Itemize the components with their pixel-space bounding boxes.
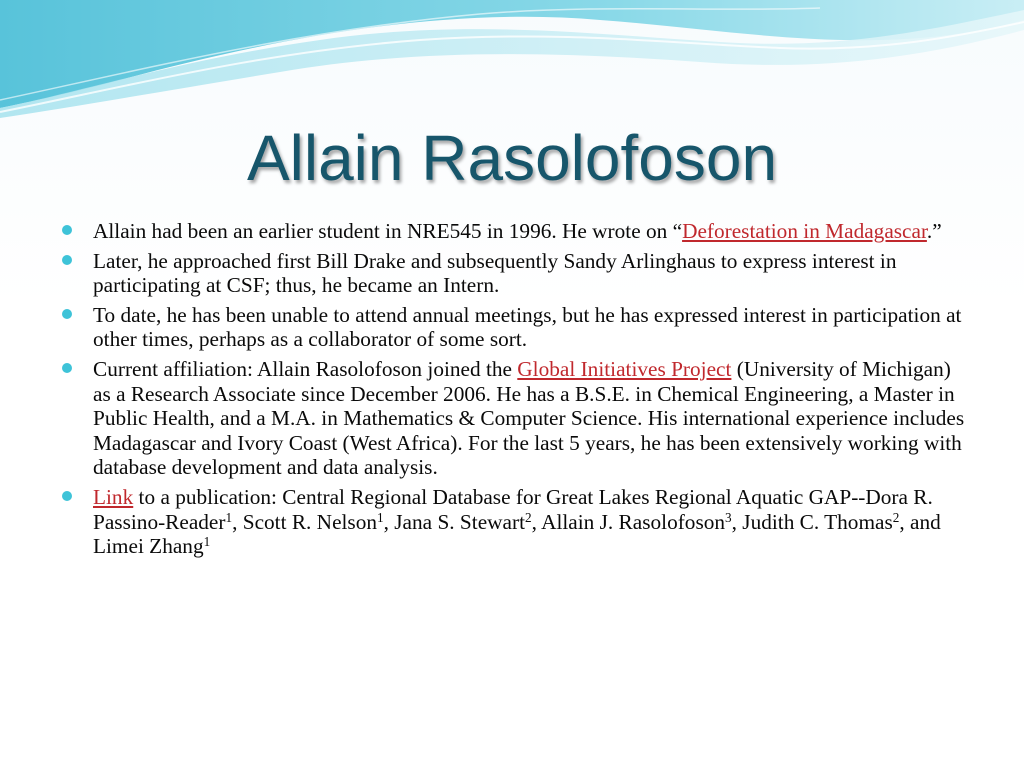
list-item — [60, 303, 965, 352]
affiliation-sup: 1 — [225, 509, 233, 525]
bullet-text: , Allain J. Rasolofoson — [531, 509, 726, 534]
affiliation-sup: 1 — [203, 533, 211, 549]
bullet-icon — [62, 225, 72, 235]
bullet-list — [60, 219, 965, 564]
affiliation-sup: 2 — [525, 509, 532, 525]
global-initiatives-link[interactable]: Global Initiatives Project — [517, 356, 732, 381]
wave-decoration — [0, 0, 1024, 130]
affiliation-sup: 2 — [892, 509, 900, 525]
bullet-text: Later, he approached first Bill Drake and subsequently Sandy Arlinghaus to express interest in participating at CSF; thus, he became an Intern. — [93, 248, 897, 298]
bullet-text: Allain had been an earlier student in NRE545 in 1996. He wrote on “ — [93, 219, 683, 243]
bullet-text: (University of Michigan) as a Research Associate since December 2006. He has a B.S.E. in Chemical Engineering, a Master in Public Health, and a M.A. in Mathematics & Computer Science. His international experience includes Madagascar and Ivory Coast (West Africa). For the last 5 years, he has been extensively working with database development and data analysis. — [93, 356, 965, 480]
bullet-icon — [62, 255, 72, 265]
bullet-text: , Jana S. Stewart — [383, 509, 525, 534]
bullet-text: , Judith C. Thomas — [731, 509, 893, 534]
list-item — [60, 219, 965, 244]
bullet-text: to a publication: Central Regional Database for Great Lakes Regional Aquatic GAP--Dora R. Passino-Reader — [93, 484, 933, 534]
publication-link[interactable]: Link — [93, 484, 134, 509]
list-item — [60, 485, 965, 559]
deforestation-link[interactable]: Deforestation in Madagascar — [682, 219, 927, 243]
list-item — [60, 249, 965, 298]
list-item — [60, 357, 965, 480]
bullet-icon — [62, 363, 72, 373]
bullet-text: , Scott R. Nelson — [232, 509, 378, 534]
slide-title: Allain Rasolofoson — [246, 122, 778, 194]
bullet-icon — [62, 309, 72, 319]
bullet-text: To date, he has been unable to attend annual meetings, but he has expressed interest in participation at other times, perhaps as a collaborator of some sort. — [93, 302, 962, 352]
affiliation-sup: 1 — [377, 509, 384, 525]
bullet-text: Current affiliation: Allain Rasolofoson joined the — [93, 356, 518, 381]
bullet-text: , and Limei Zhang — [93, 509, 941, 559]
affiliation-sup: 3 — [725, 509, 732, 525]
bullet-icon — [62, 491, 72, 501]
bullet-text: .” — [926, 219, 942, 243]
